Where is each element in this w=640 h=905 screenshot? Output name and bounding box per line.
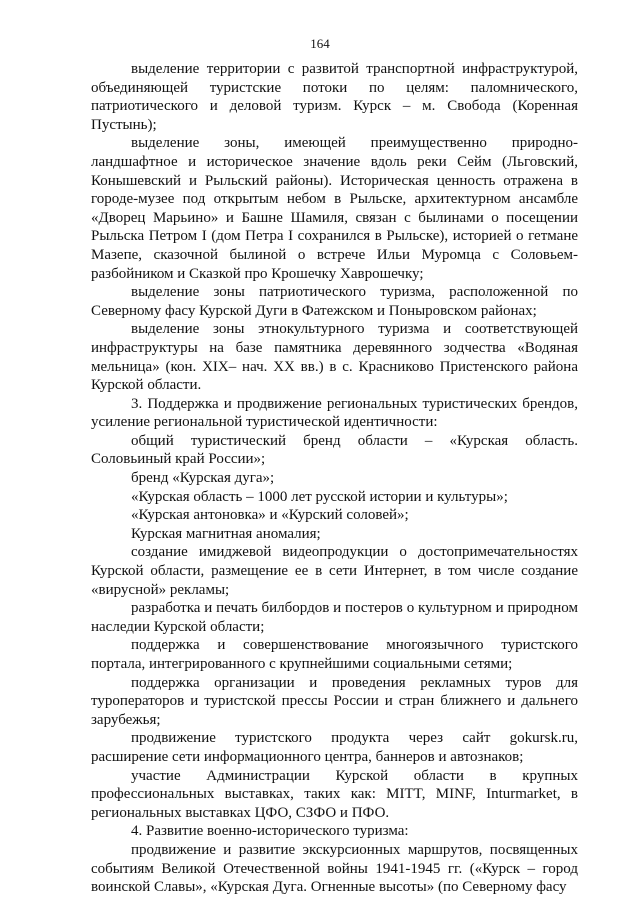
paragraph-multilingual-portal: поддержка и совершенствование многоязычного туристского портала, интегрированного с крупнейшими социальными сетями;: [91, 637, 578, 672]
paragraph-section-3-heading: 3. Поддержка и продвижение региональных туристических брендов, усиление региональной туристической идентичности:: [91, 395, 578, 431]
paragraph-excursion-routes: продвижение и развитие экскурсионных маршрутов, посвященных событиям Великой Отечественной войны 1941-1945 гг. («Курск – город воинской Славы», «Курская Дуга. Огненные высоты» (по Северному фасу: [91, 841, 578, 896]
paragraph-section-4-heading: 4. Развитие военно-исторического туризма:: [131, 823, 409, 840]
paragraph-brand-nightingale: общий туристический бренд области – «Курская область. Соловьиный край России»;: [91, 432, 578, 468]
document-body: [91, 60, 578, 897]
paragraph-video-production: создание имиджевой видеопродукции о достопримечательностях Курской области, размещение ее в сети Интернет, в том числе создание «вирусной» рекламы;: [91, 544, 578, 598]
paragraph-magnetic-anomaly: Курская магнитная аномалия;: [131, 525, 321, 542]
paragraph-gokursk-site: продвижение туристского продукта через сайт gokursk.ru, расширение сети информационного центра, баннеров и автознаков;: [91, 730, 578, 765]
paragraph-brand-1000-years: «Курская область – 1000 лет русской истории и культуры»;: [131, 488, 508, 505]
paragraph-seym-zone: выделение зоны, имеющей преимущественно природно-ландшафтное и историческое значение вдоль реки Сейм (Льговский, Конышевский и Рыльский районы). Историческая ценность отражена в городе-музее под открытым небом в Рыльске, архитектурном ансамбле «Дворец Марьино» и Башне Шамиля, связан с былинами о посещении Рыльска Петром I (дом Петра I сохранился в Рыльске), историей о гетмане Мазепе, сказочной былиной о встрече Ильи Муромца с Соловьем-разбойником и Сказкой про Крошечку Хаврошечку;: [91, 135, 578, 282]
paragraph-brand-antonovka: «Курская антоновка» и «Курский соловей»;: [131, 507, 409, 524]
paragraph-exhibitions: участие Администрации Курской области в крупных профессиональных выставках, таких как: MITT, MINF, Inturmarket, в региональных выставках ЦФО, СЗФО и ПФО.: [91, 767, 578, 821]
paragraph-patriotic-zone: выделение зоны патриотического туризма, расположенной по Северному фасу Курской Дуги в Фатежском и Поныровском районах;: [91, 284, 578, 319]
paragraph-advertising-tours: поддержка организации и проведения рекламных туров для туроператоров и туристской прессы России и стран ближнего и дальнего зарубежья;: [91, 674, 578, 728]
paragraph-ethnocultural-zone: выделение зоны этнокультурного туризма и соответствующей инфраструктуры на базе памятника деревянного зодчества «Водяная мельница» (кон. XIX– нач. XX вв.) в с. Красниково Пристенского района Курской области.: [91, 321, 578, 394]
paragraph-billboards: разработка и печать билбордов и постеров о культурном и природном наследии Курской области;: [91, 600, 578, 635]
page-number: 164: [310, 36, 330, 51]
paragraph-brand-kursk-bulge: бренд «Курская дуга»;: [131, 470, 275, 487]
paragraph-transport-territory: выделение территории с развитой транспортной инфраструктурой, объединяющей туристские потоки по целям: паломнического, патриотического и деловой туризм. Курск – м. Свобода (Коренная Пустынь);: [91, 61, 578, 133]
